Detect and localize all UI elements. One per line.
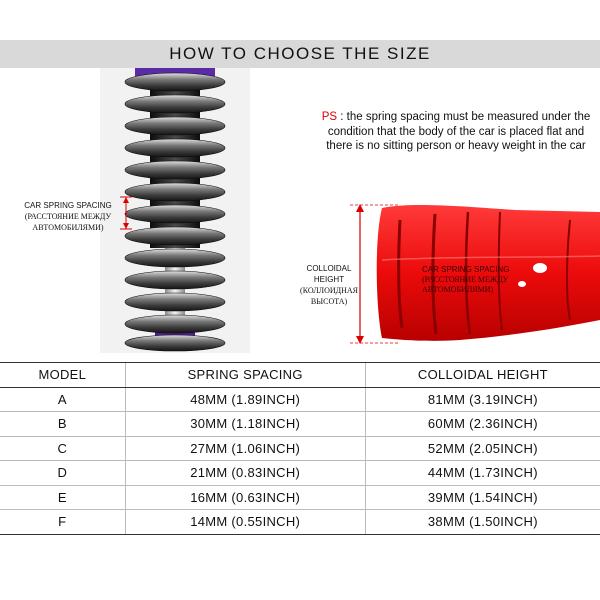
spring-spacing-label-en: CAR SPRING SPACING (24, 201, 112, 210)
measurement-note (318, 110, 594, 154)
colloidal-height-cell: 39MM (1.54INCH) (365, 485, 600, 510)
header-model: MODEL (0, 363, 125, 388)
model-cell: A (0, 387, 125, 412)
note-text: : the spring spacing must be measured under the condition that the body of the car is placed flat and there is no sitting person or heavy weight in the car (326, 111, 591, 152)
overlay-label-en: CAR SPRING SPACING (422, 265, 510, 274)
colloidal-height-cell: 44MM (1.73INCH) (365, 461, 600, 486)
table-row (0, 510, 600, 535)
colloidal-height-cell: 52MM (2.05INCH) (365, 436, 600, 461)
spring-spacing-label-ru-2: АВТОМОБИЛЯМИ) (32, 223, 104, 232)
table-row (0, 387, 600, 412)
spring-spacing-cell: 14MM (0.55INCH) (125, 510, 365, 535)
red-part-overlay-label (422, 265, 552, 295)
model-cell: B (0, 412, 125, 437)
spring-spacing-label (8, 200, 128, 233)
table-header-row (0, 363, 600, 388)
overlay-label-ru-1: (РАССТОЯНИЕ МЕЖДУ (422, 275, 509, 284)
overlay-label-ru-2: АВТОМОБИЛЯМИ) (422, 285, 494, 294)
table-row (0, 436, 600, 461)
model-cell: E (0, 485, 125, 510)
size-chart-table (0, 362, 600, 535)
colloidal-height-label-ru-2: ВЫСОТА) (310, 297, 348, 306)
table-row (0, 485, 600, 510)
header-colloidal-height: COLLOIDAL HEIGHT (365, 363, 600, 388)
spring-spacing-label-ru-1: (РАССТОЯНИЕ МЕЖДУ (24, 212, 112, 221)
spring-spacing-cell: 16MM (0.63INCH) (125, 485, 365, 510)
table-row (0, 412, 600, 437)
header-spring-spacing: SPRING SPACING (125, 363, 365, 388)
colloidal-height-cell: 38MM (1.50INCH) (365, 510, 600, 535)
model-cell: F (0, 510, 125, 535)
model-cell: C (0, 436, 125, 461)
table-row (0, 461, 600, 486)
colloidal-height-label-en-2: HEIGHT (313, 275, 345, 284)
colloidal-height-label (294, 263, 364, 307)
note-prefix: PS (321, 111, 338, 123)
model-cell: D (0, 461, 125, 486)
colloidal-height-cell: 60MM (2.36INCH) (365, 412, 600, 437)
colloidal-height-cell: 81MM (3.19INCH) (365, 387, 600, 412)
colloidal-height-label-ru-1: (КОЛЛОИДНАЯ (300, 286, 358, 295)
spring-spacing-cell: 30MM (1.18INCH) (125, 412, 365, 437)
spring-spacing-cell: 21MM (0.83INCH) (125, 461, 365, 486)
spring-spacing-cell: 27MM (1.06INCH) (125, 436, 365, 461)
colloidal-height-label-en-1: COLLOIDAL (306, 264, 352, 273)
size-guide-title: HOW TO CHOOSE THE SIZE (0, 40, 600, 68)
spring-spacing-cell: 48MM (1.89INCH) (125, 387, 365, 412)
